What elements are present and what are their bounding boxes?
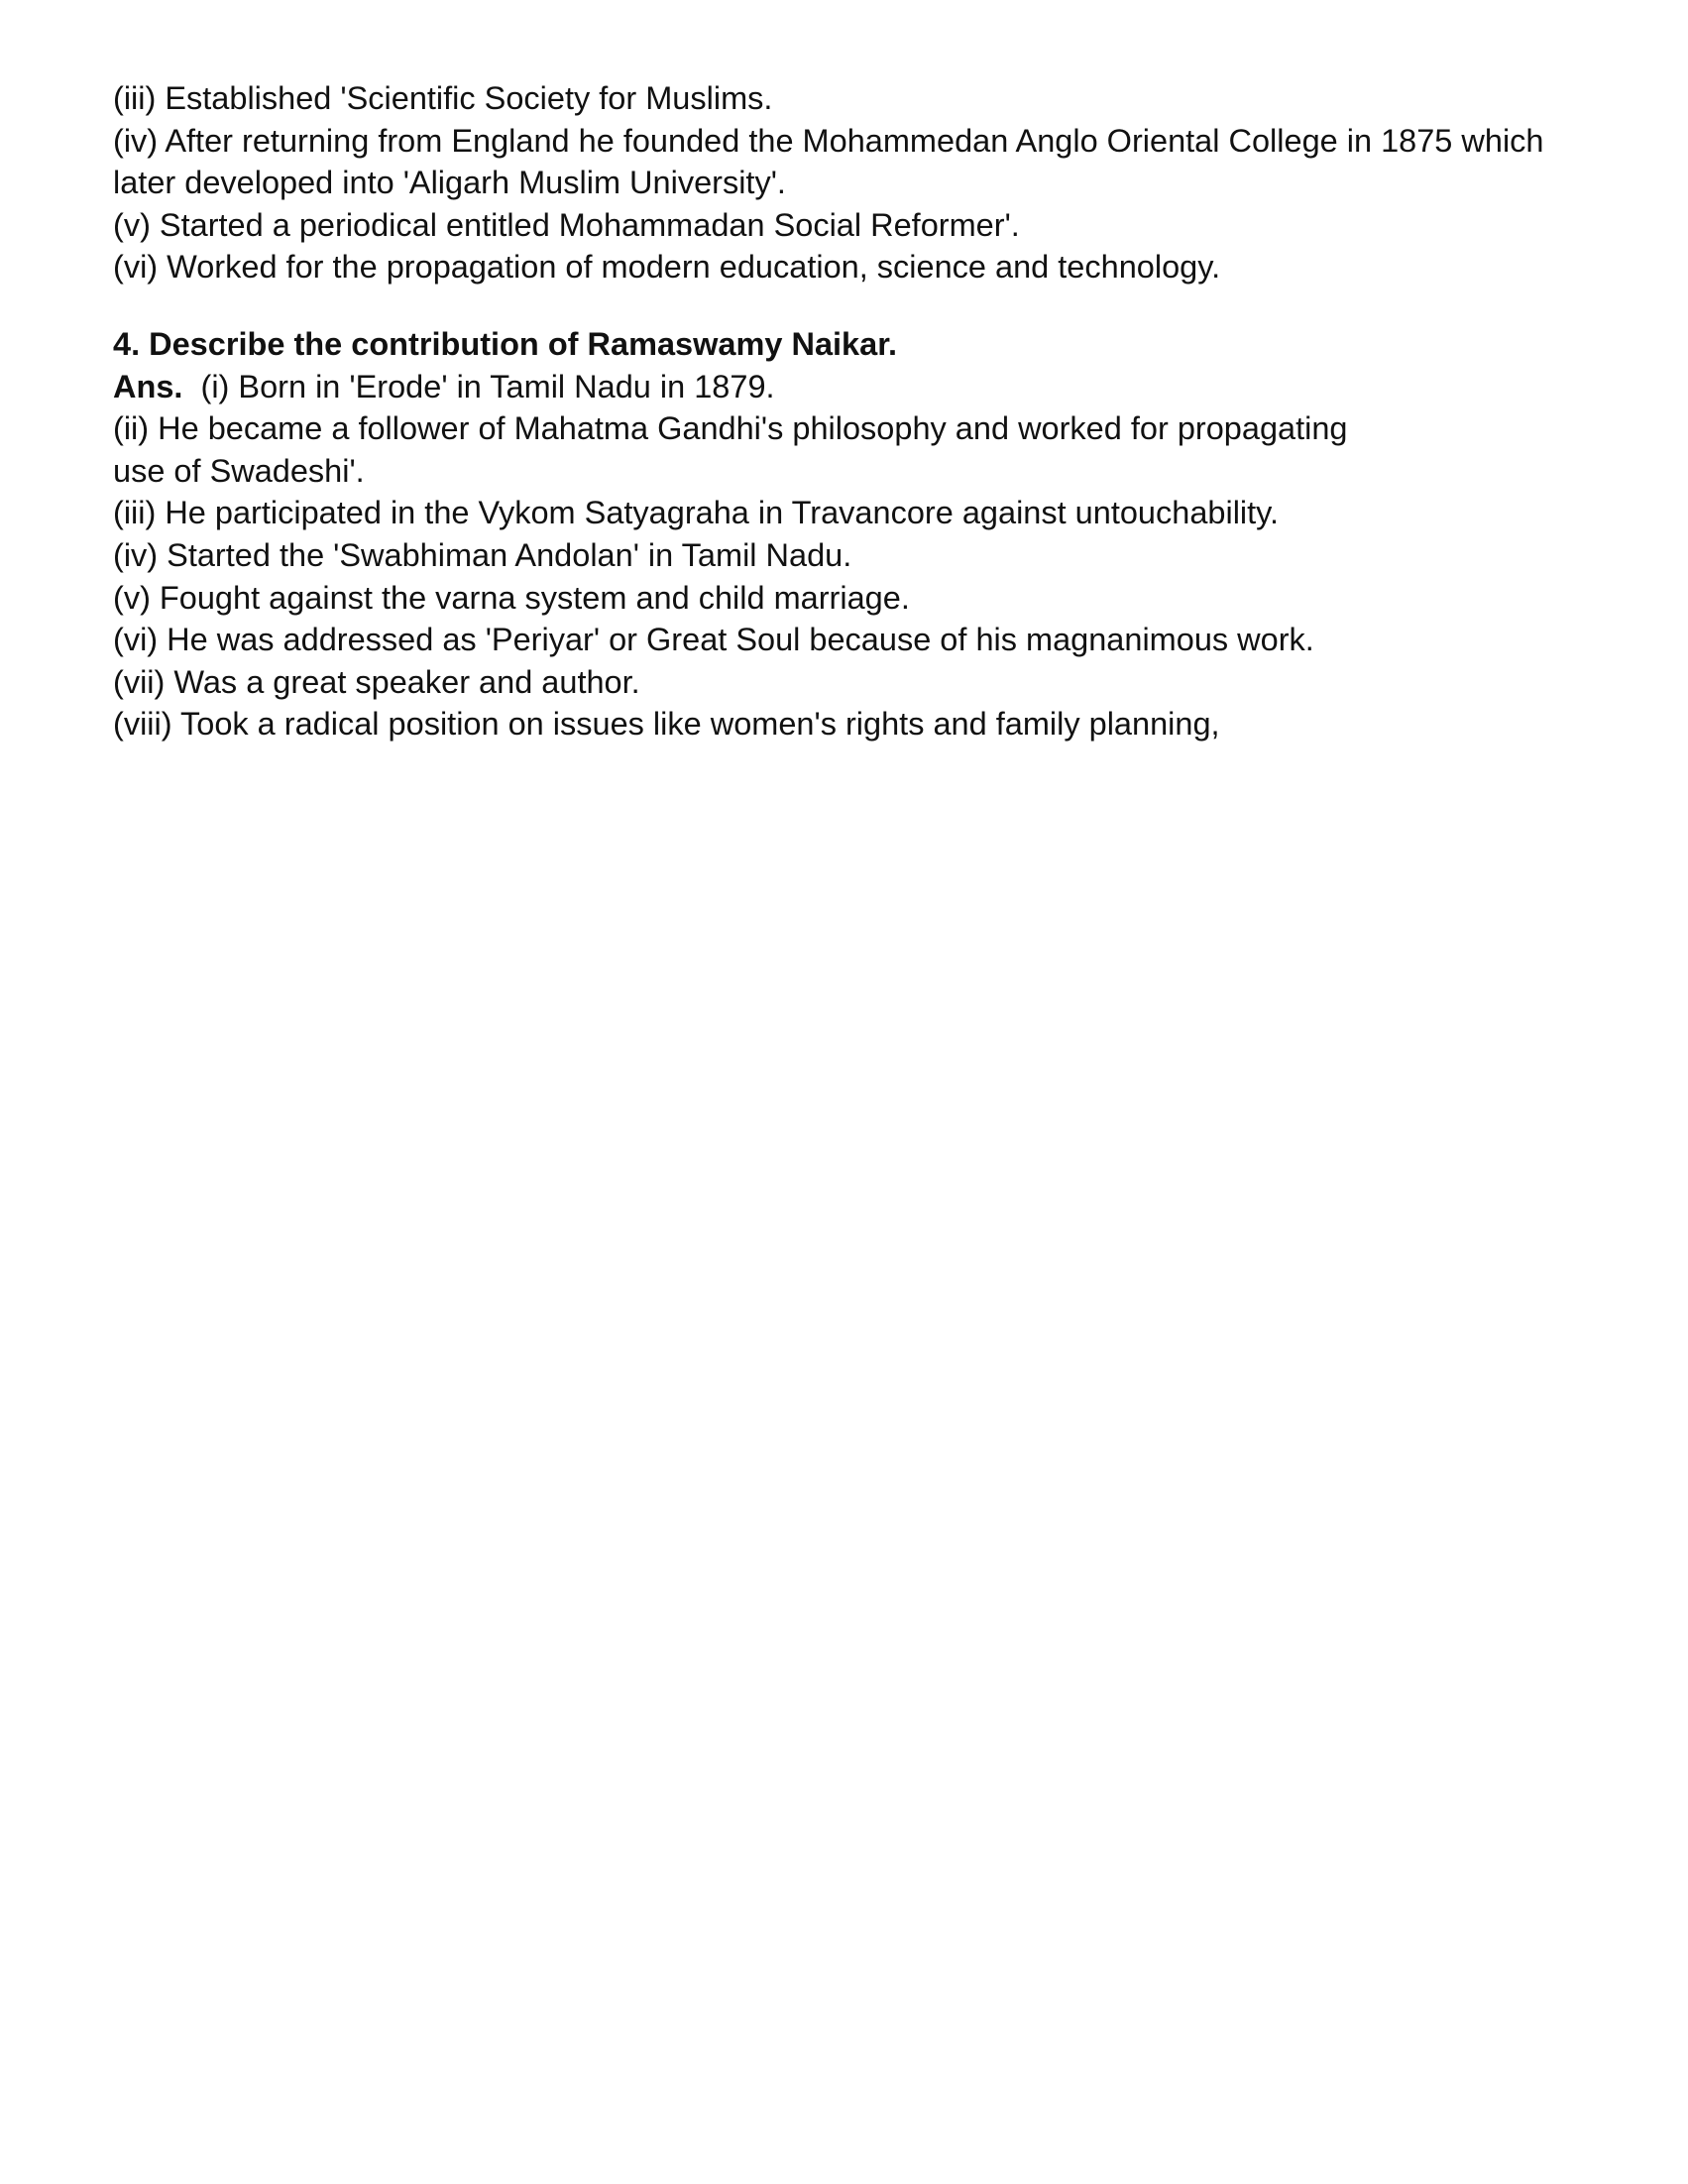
spacer bbox=[113, 288, 1600, 323]
question-heading: 4. Describe the contribution of Ramaswamy Naikar. bbox=[113, 325, 898, 362]
list-item: (vi) Worked for the propagation of modern education, science and technology. bbox=[113, 249, 1221, 286]
list-item-continuation: use of Swadeshi'. bbox=[113, 452, 365, 489]
answer-first-line bbox=[113, 366, 1600, 408]
list-item: (viii) Took a radical position on issues like women's rights and family planning, bbox=[113, 706, 1220, 743]
list-item: (iv) Started the 'Swabhiman Andolan' in Tamil Nadu. bbox=[113, 536, 852, 573]
document-content bbox=[113, 77, 1600, 746]
list-item: (vi) He was addressed as 'Periyar' or Great Soul because of his magnanimous work. bbox=[113, 622, 1314, 658]
answer-label: Ans. bbox=[113, 368, 183, 404]
list-item: (iv) After returning from England he founded the Mohammedan Anglo Oriental College in 1875 which later developed into 'Aligarh Muslim University'. bbox=[113, 122, 1544, 201]
list-item: (iii) He participated in the Vykom Satyagraha in Travancore against untouchability. bbox=[113, 495, 1280, 531]
list-item: (ii) He became a follower of Mahatma Gandhi's philosophy and worked for propagating bbox=[113, 410, 1348, 447]
list-item: (iii) Established 'Scientific Society for Muslims. bbox=[113, 80, 773, 116]
previous-answer-list bbox=[113, 77, 1600, 288]
list-item: (v) Started a periodical entitled Mohammadan Social Reformer'. bbox=[113, 206, 1020, 243]
question-block bbox=[113, 323, 1600, 746]
list-item: (vii) Was a great speaker and author. bbox=[113, 663, 640, 700]
list-item: (i) Born in 'Erode' in Tamil Nadu in 1879. bbox=[200, 368, 775, 404]
list-item: (v) Fought against the varna system and child marriage. bbox=[113, 579, 910, 616]
